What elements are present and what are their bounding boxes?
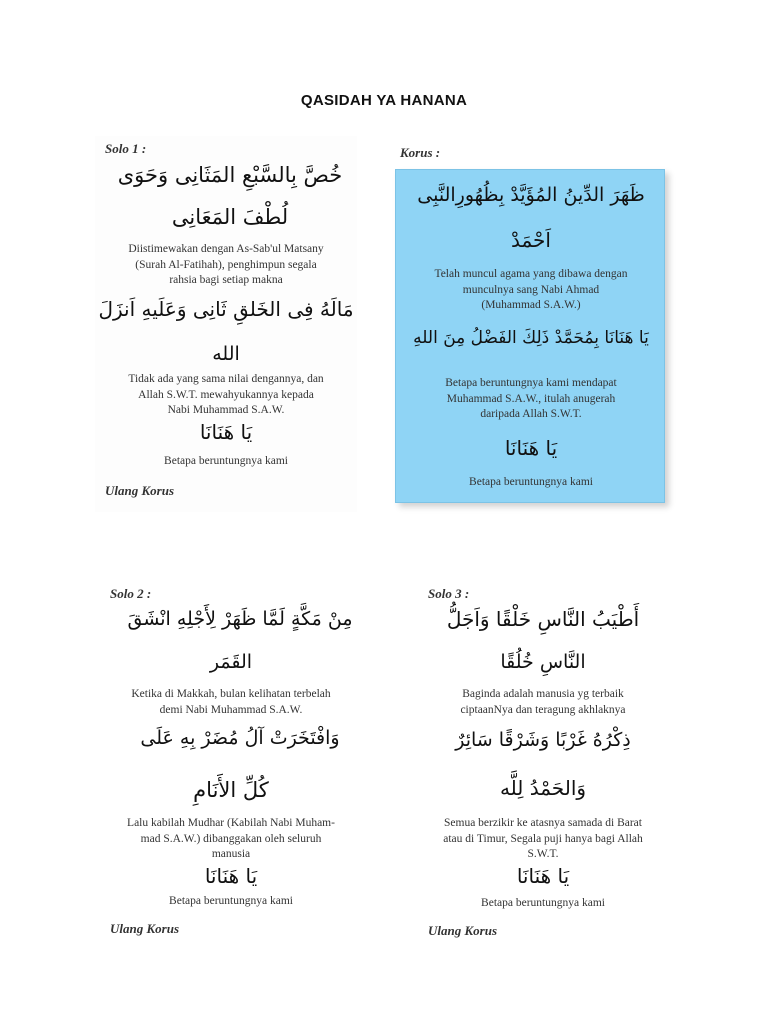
solo-2-arabic-line-1: مِنْ مَكَّةٍ لَمَّا ظَهَرْ لِأَجْلِهِ انْشَقَ — [127, 608, 353, 630]
translation-line: Muhammad S.A.W., itulah anugerah — [446, 392, 616, 405]
solo-2-translation-2 — [100, 816, 362, 863]
translation-line: Nabi Muhammad S.A.W. — [167, 404, 285, 417]
translation-line: Tidak ada yang sama nilai dengannya, dan — [128, 373, 324, 385]
translation-line: Betapa beruntungnya kami — [469, 476, 593, 488]
translation-line: Semua berzikir ke atasnya samada di Barat — [444, 817, 642, 829]
translation-line: rahsia bagi setiap makna — [169, 274, 283, 287]
korus-translation-2 — [400, 376, 662, 423]
translation-line: manusia — [211, 848, 251, 861]
translation-line: Lalu kabilah Mudhar (Kabilah Nabi Muham- — [127, 817, 335, 829]
solo-3-arabic-line-5: يَا هَنَانَا — [516, 864, 570, 888]
solo-3-translation-2 — [418, 816, 668, 863]
solo-2-repeat-chorus: Ulang Korus — [110, 921, 179, 936]
solo-3-repeat-chorus: Ulang Korus — [428, 923, 497, 938]
korus-arabic-line-4: يَا هَنَانَا — [504, 436, 558, 460]
translation-line: Allah S.W.T. mewahyukannya kepada — [138, 388, 314, 401]
translation-line: daripada Allah S.W.T. — [480, 408, 582, 421]
solo-1-translation-1 — [95, 242, 357, 289]
solo-2-arabic-line-2: القَمَر — [209, 651, 253, 673]
solo-2-arabic-line-4: كُلِّ الأَنَامِ — [193, 778, 269, 802]
solo-2-translation-1 — [100, 687, 362, 718]
korus-arabic-line-3: يَا هَنَانَا بِمُحَمَّدْ ذَلِكَ الفَضْلُ مِنَ اللهِ — [413, 328, 649, 348]
korus-panel — [388, 142, 676, 512]
translation-line: Betapa beruntungnya kami — [481, 897, 605, 909]
solo-3-arabic-line-1: أَطْيَبُ النَّاسِ خَلْقًا وَاَجَلُّ — [446, 607, 640, 631]
translation-line: ciptaanNya dan teragung akhlaknya — [460, 703, 626, 716]
translation-line: Telah muncul agama yang dibawa dengan — [434, 268, 628, 280]
korus-label: Korus : — [400, 145, 441, 160]
solo-1-arabic-line-3: مَالَهُ فِى الخَلقِ ثَانِى وَعَلَيهِ اَنزَلَ — [98, 297, 354, 321]
solo-1-label: Solo 1 : — [105, 141, 147, 156]
translation-line: (Surah Al-Fatihah), penghimpun segala — [135, 258, 317, 271]
solo-2-panel — [100, 583, 362, 943]
translation-line: Betapa beruntungnya kami mendapat — [445, 377, 617, 389]
translation-line: Betapa beruntungnya kami — [169, 895, 293, 907]
solo-1-arabic-line-1: خُصَّ بِالسَّبْعِ المَثَانِى وَحَوَى — [117, 163, 343, 187]
translation-line: S.W.T. — [527, 848, 559, 861]
korus-arabic-line-1: ظَهَرَ الدِّينُ المُؤَيَّدْ بِظُهُورِالنَّبِى — [417, 184, 645, 206]
solo-1-panel — [95, 136, 357, 512]
korus-translation-3 — [400, 475, 662, 491]
translation-line: Diistimewakan dengan As-Sab'ul Matsany — [128, 243, 324, 255]
solo-3-label: Solo 3 : — [428, 586, 470, 601]
solo-2-translation-3 — [100, 894, 362, 910]
solo-3-translation-3 — [418, 896, 668, 912]
solo-3-panel — [418, 583, 668, 943]
translation-line: Ketika di Makkah, bulan kelihatan terbelah — [131, 688, 331, 700]
korus-box — [395, 169, 665, 503]
korus-translation-1 — [400, 267, 662, 314]
solo-3-arabic-line-4: وَالحَمْدُ لِلَّه — [499, 776, 587, 800]
solo-2-arabic-line-3: وَافْتَخَرَتْ آلُ مُضَرْ بِهِ عَلَى — [140, 727, 340, 749]
solo-1-repeat-chorus: Ulang Korus — [105, 483, 174, 498]
translation-line: mad S.A.W.) dibanggakan oleh seluruh — [140, 832, 322, 845]
solo-1-translation-2 — [95, 372, 357, 419]
translation-line: (Muhammad S.A.W.) — [481, 299, 581, 312]
solo-1-arabic-line-2: لُطْفَ المَعَانِى — [171, 205, 289, 229]
translation-line: Betapa beruntungnya kami — [164, 455, 288, 467]
solo-2-arabic-line-5: يَا هَنَانَا — [204, 864, 258, 888]
translation-line: demi Nabi Muhammad S.A.W. — [159, 703, 303, 716]
korus-arabic-line-2: اَحْمَدْ — [511, 228, 551, 252]
solo-3-translation-1 — [418, 687, 668, 718]
solo-2-label: Solo 2 : — [110, 586, 152, 601]
translation-line: atau di Timur, Segala puji hanya bagi Allah — [443, 832, 643, 845]
translation-line: munculnya sang Nabi Ahmad — [462, 283, 600, 296]
solo-1-arabic-line-5: يَا هَنَانَا — [199, 420, 253, 444]
solo-3-arabic-line-2: النَّاسِ خُلُقًا — [500, 651, 586, 673]
page-title: QASIDAH YA HANANA — [300, 92, 468, 109]
solo-3-arabic-line-3: ذِكْرُهُ غَرْبًا وَشَرْقًا سَائِرٌ — [455, 729, 631, 751]
solo-1-arabic-line-4: الله — [212, 343, 240, 365]
translation-line: Baginda adalah manusia yg terbaik — [462, 688, 624, 700]
solo-1-translation-3 — [95, 454, 357, 470]
